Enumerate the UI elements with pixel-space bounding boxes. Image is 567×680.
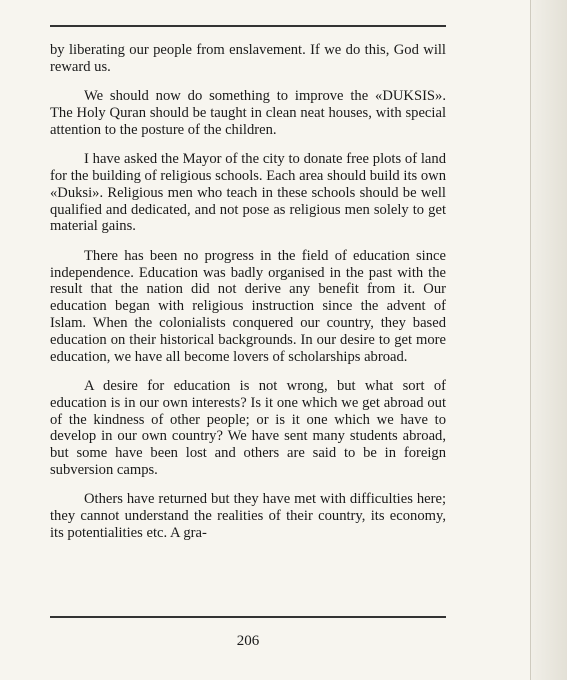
page-edge	[530, 0, 567, 680]
page-number: 206	[236, 633, 260, 649]
paragraph-1: by liberating our people from enslavement. If we do this, God will reward us.	[50, 42, 446, 75]
paragraph-5: A desire for education is not wrong, but what sort of education is in our own interests? Is it one which we get abroad out of the kindness of other people; or is it one which we have to develop in our own country? We have sent many students abroad, but some have been lost and others are said to be in foreign subversion camps.	[50, 377, 446, 478]
top-rule	[50, 25, 446, 27]
paragraph-6: Others have returned but they have met with difficulties here; they cannot understand the realities of their country, its economy, its potentialities etc. A gra-	[50, 491, 446, 541]
paragraph-3: I have asked the Mayor of the city to donate free plots of land for the building of religious schools. Each area should build its own «Duksi». Religious men who teach in these schools should be well qualified and dedicated, and not pose as religious men solely to get material gains.	[50, 151, 446, 235]
body-text	[50, 42, 446, 542]
paragraph-2: We should now do something to improve the «DUKSIS». The Holy Quran should be taught in clean neat houses, with special attention to the posture of the children.	[50, 88, 446, 138]
paragraph-4: There has been no progress in the field of education since independence. Education was badly organised in the past with the result that the nation did not derive any benefit from it. Our education began with religious instruction since the advent of Islam. When the colonialists conquered our country, they based education on their historical backgrounds. In our desire to get more education, we have all become lovers of scholarships abroad.	[50, 247, 446, 365]
bottom-rule	[50, 616, 446, 618]
